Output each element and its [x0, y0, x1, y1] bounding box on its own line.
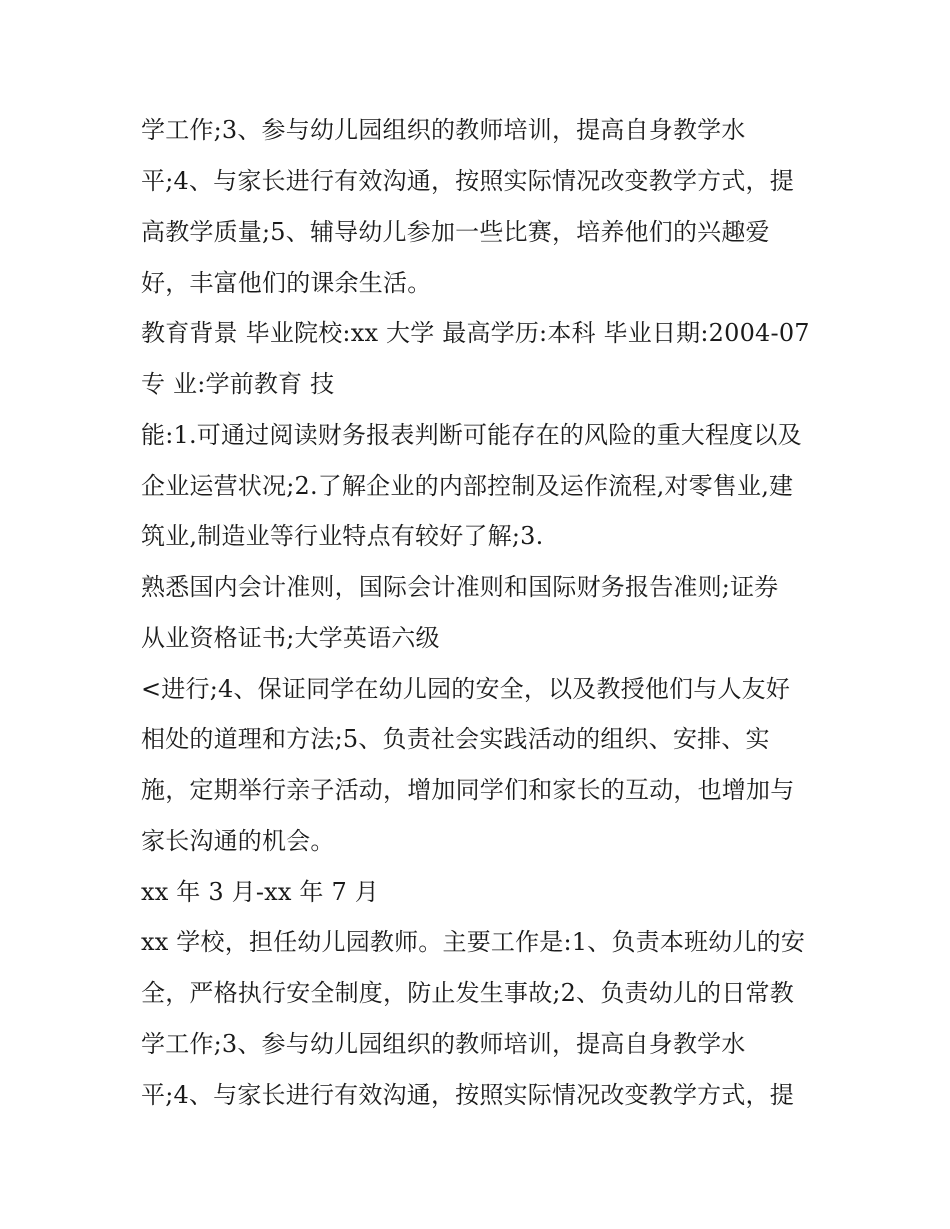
text-line: 能:1.可通过阅读财务报表判断可能存在的风险的重大程度以及 [141, 421, 802, 449]
text-line: 好，丰富他们的课余生活。 [141, 269, 432, 297]
text-line: 熟悉国内会计准则，国际会计准则和国际财务报告准则;证券 [141, 573, 779, 601]
text-line: 企业运营状况;2.了解企业的内部控制及运作流程,对零售业,建 [141, 472, 794, 500]
text-line: 专 业:学前教育 技 [141, 370, 335, 398]
text-line: 学工作;3、参与幼儿园组织的教师培训，提高自身教学水 [141, 116, 746, 144]
text-line: xx 年 3 月-xx 年 7 月 [141, 878, 379, 906]
text-line: xx 学校，担任幼儿园教师。主要工作是:1、负责本班幼儿的安 [141, 928, 806, 956]
text-line: 施，定期举行亲子活动，增加同学们和家长的互动，也增加与 [141, 776, 795, 804]
text-line: <进行;4、保证同学在幼儿园的安全，以及教授他们与人友好 [141, 675, 791, 703]
text-line: 筑业,制造业等行业特点有较好了解;3. [141, 522, 544, 550]
text-line: 家长沟通的机会。 [141, 827, 335, 855]
text-line: 平;4、与家长进行有效沟通，按照实际情况改变教学方式，提 [141, 1081, 794, 1109]
text-line: 相处的道理和方法;5、负责社会实践活动的组织、安排、实 [141, 725, 770, 753]
text-line: 教育背景 毕业院校:xx 大学 最高学历:本科 毕业日期:2004-07 [141, 319, 810, 347]
text-line: 高教学质量;5、辅导幼儿参加一些比赛，培养他们的兴趣爱 [141, 218, 770, 246]
text-line: 从业资格证书;大学英语六级 [141, 624, 440, 652]
text-line: 全，严格执行安全制度，防止发生事故;2、负责幼儿的日常教 [141, 979, 794, 1007]
text-line: 平;4、与家长进行有效沟通，按照实际情况改变教学方式，提 [141, 167, 794, 195]
text-line: 学工作;3、参与幼儿园组织的教师培训，提高自身教学水 [141, 1030, 746, 1058]
